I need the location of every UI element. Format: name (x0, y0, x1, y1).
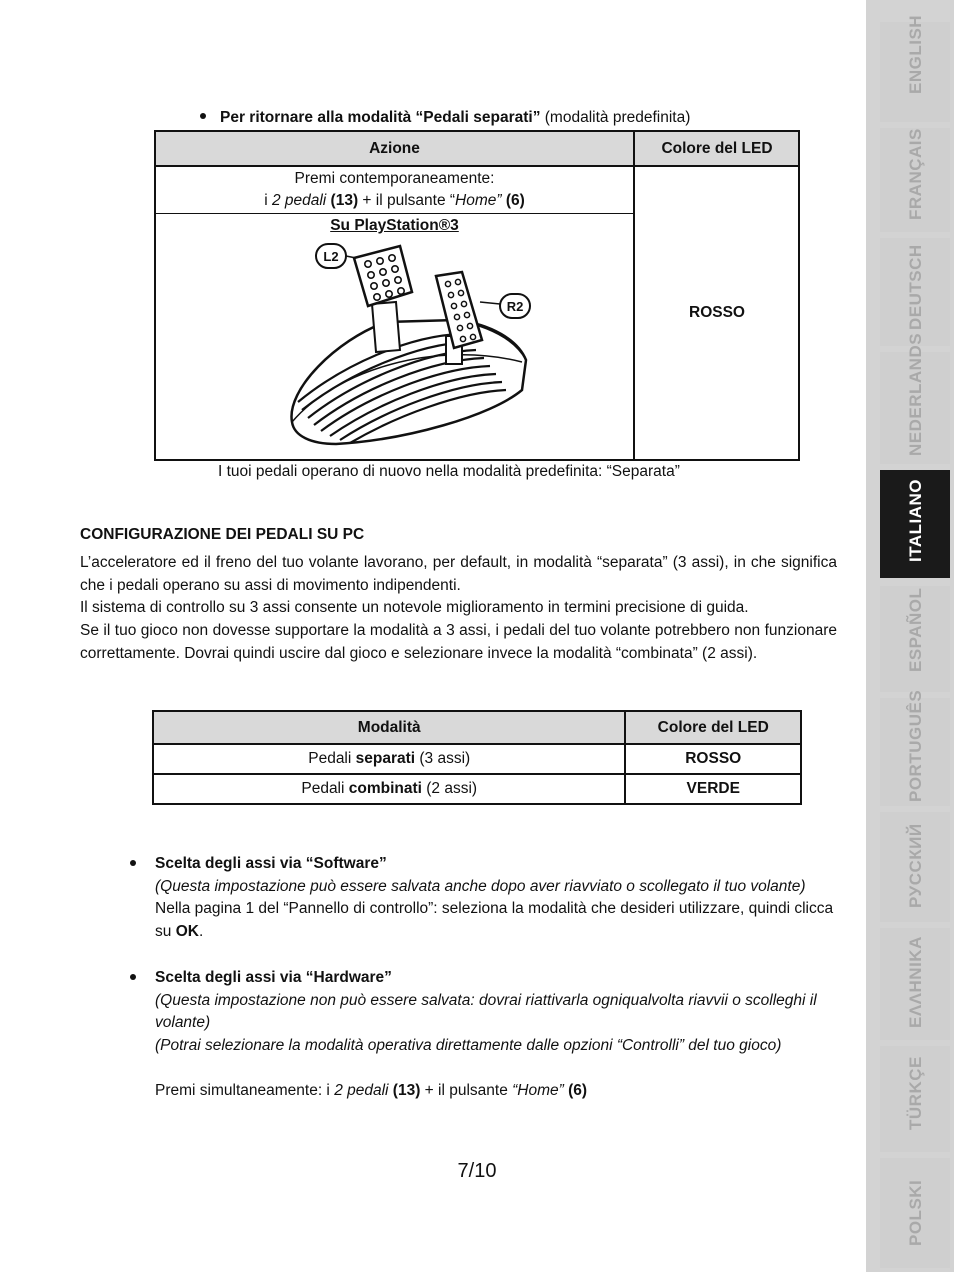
press-line1: Premi contemporaneamente: (294, 170, 495, 187)
software-title: Scelta degli assi via “Software” (155, 855, 387, 872)
tab-nederlands[interactable]: NEDERLANDS (880, 352, 950, 464)
tab-english[interactable]: ENGLISH (880, 22, 950, 122)
tab-italiano[interactable]: ITALIANO (880, 470, 950, 578)
mode-reset-heading (200, 109, 690, 127)
software-text: Nella pagina 1 del “Pannello di controllo”: seleziona la modalità che desideri utilizzare, quindi clicca su OK. (155, 900, 834, 940)
press-instruction (156, 168, 633, 212)
hardware-title: Scelta degli assi via “Hardware” (155, 969, 392, 986)
tab-espanol[interactable]: ESPAÑOL (880, 586, 950, 692)
r2-label: R2 (506, 299, 524, 314)
press-line2: i 2 pedali (13) + il pulsante “Home” (6) (264, 192, 525, 209)
pedals-illustration (276, 240, 536, 452)
hardware-note-1: (Questa impostazione non può essere salvata: dovrai riattivarla ogniqualvolta riavvii o scolleghi il volante) (155, 991, 817, 1031)
tab-turkce[interactable]: TÜRKÇE (880, 1046, 950, 1152)
software-note: (Questa impostazione può essere salvata anche dopo aver riavviato o scollegato il tuo volante) (155, 877, 806, 895)
para-default-mode: L’acceleratore ed il freno del tuo volante lavorano, per default, in modalità “separata” (3 assi), in che significa che i pedali operano su assi di movimento indipendenti. (80, 554, 837, 594)
para-combined-mode: Se il tuo gioco non dovesse supportare la modalità a 3 assi, i pedali del tuo volante potrebbero non funzionare correttamente. Dovrai quindi uscire dal gioco e selezionare invece la modalità “combinata” (2 assi). (80, 622, 837, 662)
table-row (153, 744, 801, 774)
tab-greek[interactable]: ΕΛΛΗΝΙΚΑ (880, 928, 950, 1040)
reset-caption: I tuoi pedali operano di nuovo nella modalità predefinita: “Separata” (218, 463, 680, 480)
hardware-bullet (130, 967, 850, 1102)
mode-reset-title: Per ritornare alla modalità “Pedali separati” (220, 109, 541, 126)
bullet-icon (130, 860, 136, 866)
tab-deutsch[interactable]: DEUTSCH (880, 238, 950, 346)
page-number: 7/10 (457, 1160, 497, 1182)
led-separati: ROSSO (625, 744, 801, 774)
header-action: Azione (369, 140, 420, 157)
table-row (153, 774, 801, 804)
tab-russian[interactable]: РУССКИЙ (880, 812, 950, 922)
ps3-label: Su PlayStation®3 (330, 217, 459, 234)
software-bullet (130, 853, 850, 943)
header-led-2: Colore del LED (625, 711, 801, 744)
led-rosso: ROSSO (689, 304, 745, 321)
l2-label: L2 (323, 249, 339, 264)
section-title: CONFIGURAZIONE DEI PEDALI SU PC (80, 526, 365, 543)
led-combinati: VERDE (625, 774, 801, 804)
bullet-icon (200, 113, 206, 119)
header-mode: Modalità (153, 711, 625, 744)
tab-portugues[interactable]: PORTUGUÊS (880, 698, 950, 806)
hardware-note-2: (Potrai selezionare la modalità operativa direttamente dalle opzioni “Controlli” del tuo gioco) (155, 1036, 782, 1054)
reset-table (154, 130, 800, 461)
tab-francais[interactable]: FRANÇAIS (880, 128, 950, 232)
header-led: Colore del LED (661, 140, 773, 157)
mode-separati: Pedali separati (3 assi) (153, 744, 625, 774)
mode-reset-subtitle: (modalità predefinita) (540, 109, 691, 126)
mode-combinati: Pedali combinati (2 assi) (153, 774, 625, 804)
hardware-press: Premi simultaneamente: i 2 pedali (13) + il pulsante “Home” (6) (155, 1081, 588, 1099)
tab-polski[interactable]: POLSKI (880, 1158, 950, 1268)
para-precision: Il sistema di controllo su 3 assi consente un notevole miglioramento in termini precisione di guida. (80, 599, 749, 616)
bullet-icon (130, 974, 136, 980)
mode-table (152, 710, 802, 805)
